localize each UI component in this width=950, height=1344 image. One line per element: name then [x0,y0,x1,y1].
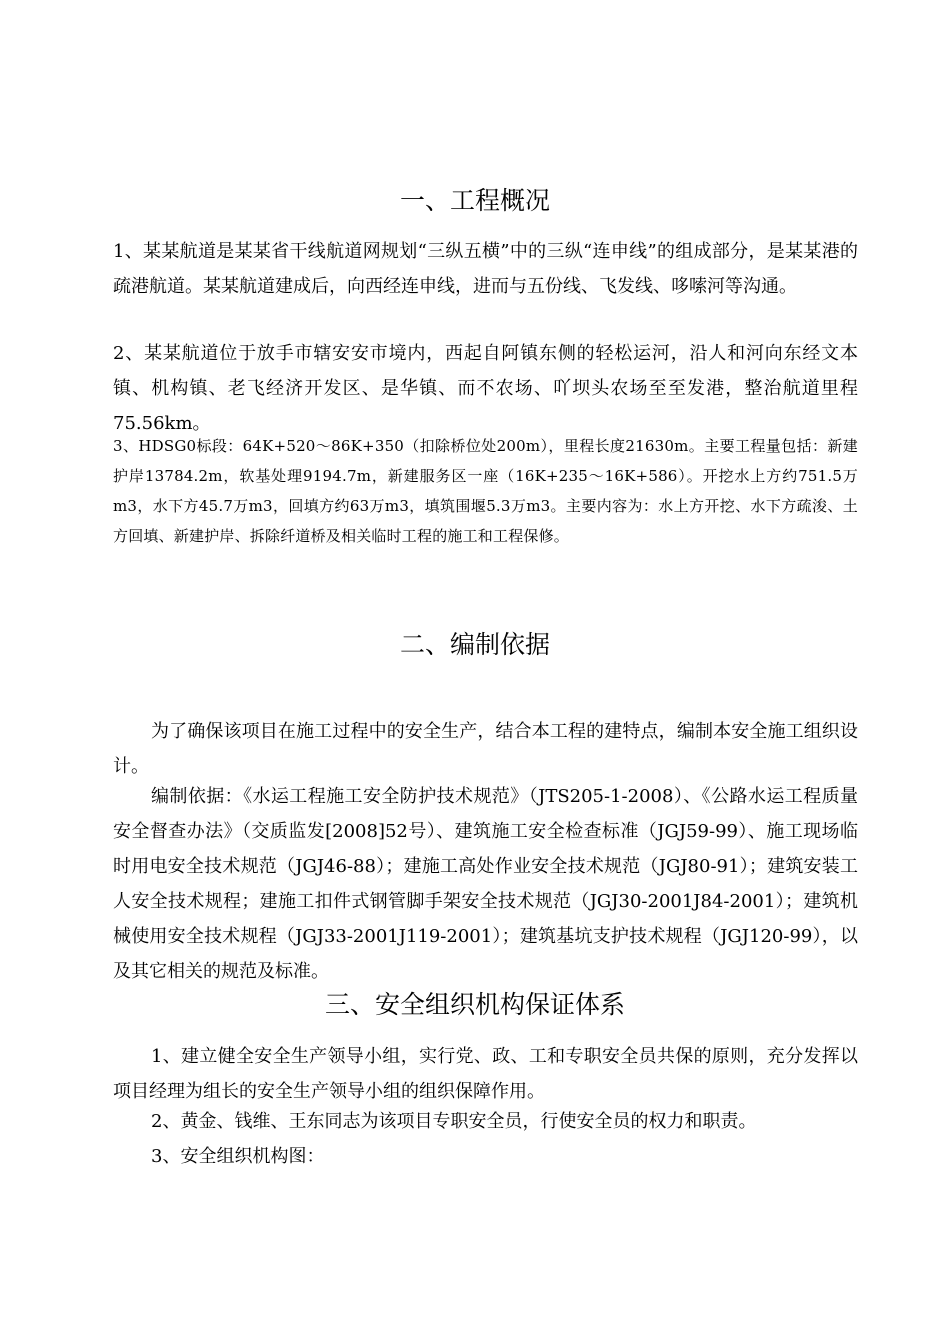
section-heading-overview: 一、工程概况 [399,186,550,215]
overview-paragraph-3: 3、HDSG0标段：64K+520～86K+350（扣除桥位处200m），里程长度21630m。主要工程量包括：新建护岸13784.2m，软基处理9194.7m，新建服务区一座（16K+235～16K+586）。开挖水上方约751.5万m3，水下方45.7万m3，回填方约63万m3，填筑围堰5.3万m3。主要内容为：水上方开挖、水下方疏浚、土方回填、新建护岸、拆除纤道桥及相关临时工程的施工和工程保修。 [113,437,858,545]
section-heading-basis: 二、编制依据 [399,630,550,659]
section-heading-organization: 三、安全组织机构保证体系 [324,990,625,1019]
overview-paragraph-2: 2、某某航道位于放手市辖安安市境内，西起自阿镇东侧的轻松运河，沿人和河向东经文本镇、机构镇、老飞经济开发区、是华镇、而不农场、吖坝头农场至至发港，整治航道里程75.56km。 [113,343,858,434]
overview-paragraph-1: 1、某某航道是某某省干线航道网规划“三纵五横”中的三纵“连申线”的组成部分，是某某港的疏港航道。某某航道建成后，向西经连申线，进而与五份线、飞发线、哆嗦河等沟通。 [113,241,858,297]
organization-paragraph-1: 1、建立健全安全生产领导小组，实行党、政、工和专职安全员共保的原则，充分发挥以项目经理为组长的安全生产领导小组的组织保障作用。 [113,1046,858,1102]
basis-paragraph-2: 编制依据：《水运工程施工安全防护技术规范》（JTS205-1-2008）、《公路水运工程质量安全督查办法》（交质监发[2008]52号）、建筑施工安全检查标准（JGJ59-99）、施工现场临时用电安全技术规范（JGJ46-88）；建施工高处作业安全技术规范（JGJ80-91）；建筑安装工人安全技术规程；建施工扣件式钢管脚手架安全技术规范（JGJ30-2001J84-2001）；建筑机械使用安全技术规程（JGJ33-2001J119-2001）；建筑基坑支护技术规程（JGJ120-99），以及其它相关的规范及标准。 [113,786,858,982]
organization-paragraph-2: 2、黄金、钱维、王东同志为该项目专职安全员，行使安全员的权力和职责。 [151,1111,757,1132]
basis-paragraph-1: 为了确保该项目在施工过程中的安全生产，结合本工程的建特点，编制本安全施工组织设计。 [113,721,858,777]
organization-paragraph-3: 3、安全组织机构图： [151,1146,325,1167]
